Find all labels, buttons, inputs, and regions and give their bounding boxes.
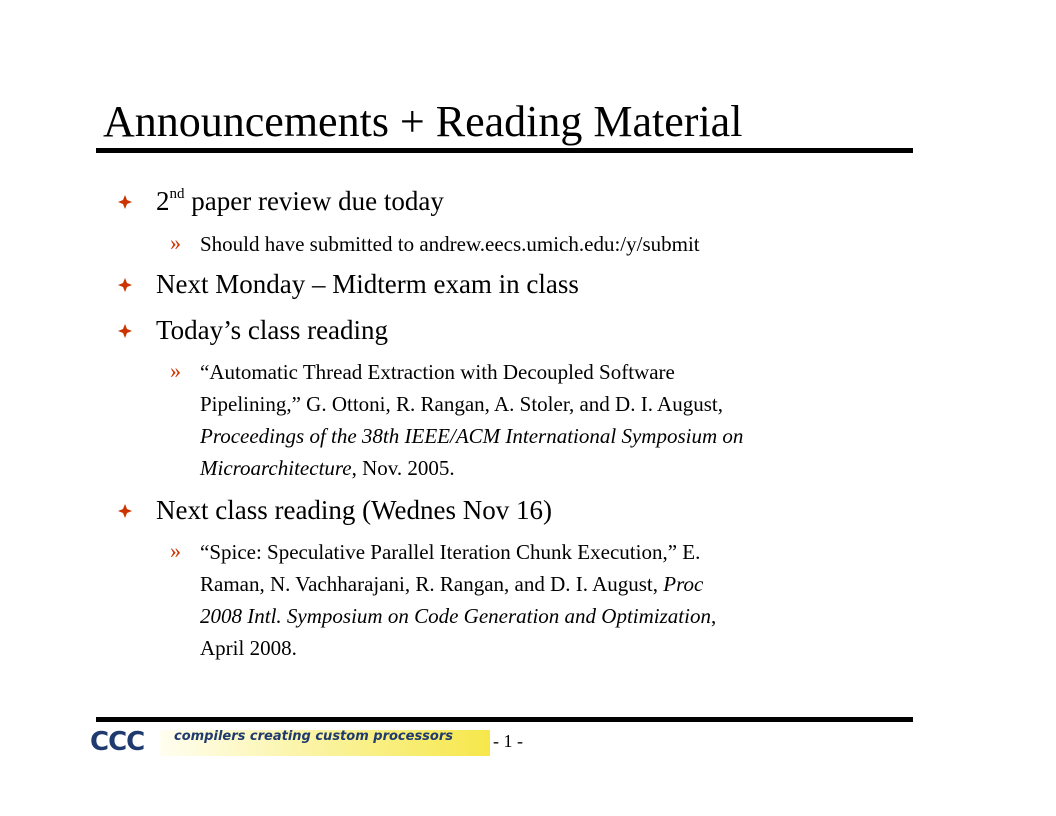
slide-title: Announcements + Reading Material xyxy=(103,97,743,146)
page-number: - 1 - xyxy=(493,731,523,751)
bullet-text: Today’s class reading xyxy=(156,315,389,345)
sub-bullet-marker: » xyxy=(170,538,181,563)
sub-bullet-marker: » xyxy=(170,230,181,255)
diamond-bullet-icon xyxy=(118,504,132,518)
footer-rule xyxy=(96,717,913,722)
diamond-bullet-icon xyxy=(118,324,132,338)
citation-text: “Spice: Speculative Parallel Iteration Chunk Execution,” E. Raman, N. Vachharajani, R. Rangan, and D. I. August, Proc 2008 Intl. Symposium on Code Generation and Optimization, April 2008. xyxy=(200,540,717,660)
bullet-text: Next class reading (Wednes Nov 16) xyxy=(156,495,552,525)
sub-item-text: Should have submitted to andrew.eecs.umich.edu:/y/submit xyxy=(200,232,700,256)
title-rule xyxy=(96,148,913,153)
sub-bullet-marker: » xyxy=(170,358,181,383)
logo-letters: CCC xyxy=(90,727,145,757)
diamond-bullet-icon xyxy=(118,278,132,292)
citation-text: “Automatic Thread Extraction with Decoupled Software Pipelining,” G. Ottoni, R. Rangan, A. Stoler, and D. I. August, Proceedings of the 38th IEEE/ACM International Symposium on Microarchitecture, Nov. 2005. xyxy=(200,360,744,480)
bullet-text: 2nd paper review due today xyxy=(156,186,444,216)
diamond-bullet-icon xyxy=(118,195,132,209)
logo-tagline: compilers creating custom processors xyxy=(174,729,453,744)
bullet-text: Next Monday – Midterm exam in class xyxy=(156,269,579,299)
